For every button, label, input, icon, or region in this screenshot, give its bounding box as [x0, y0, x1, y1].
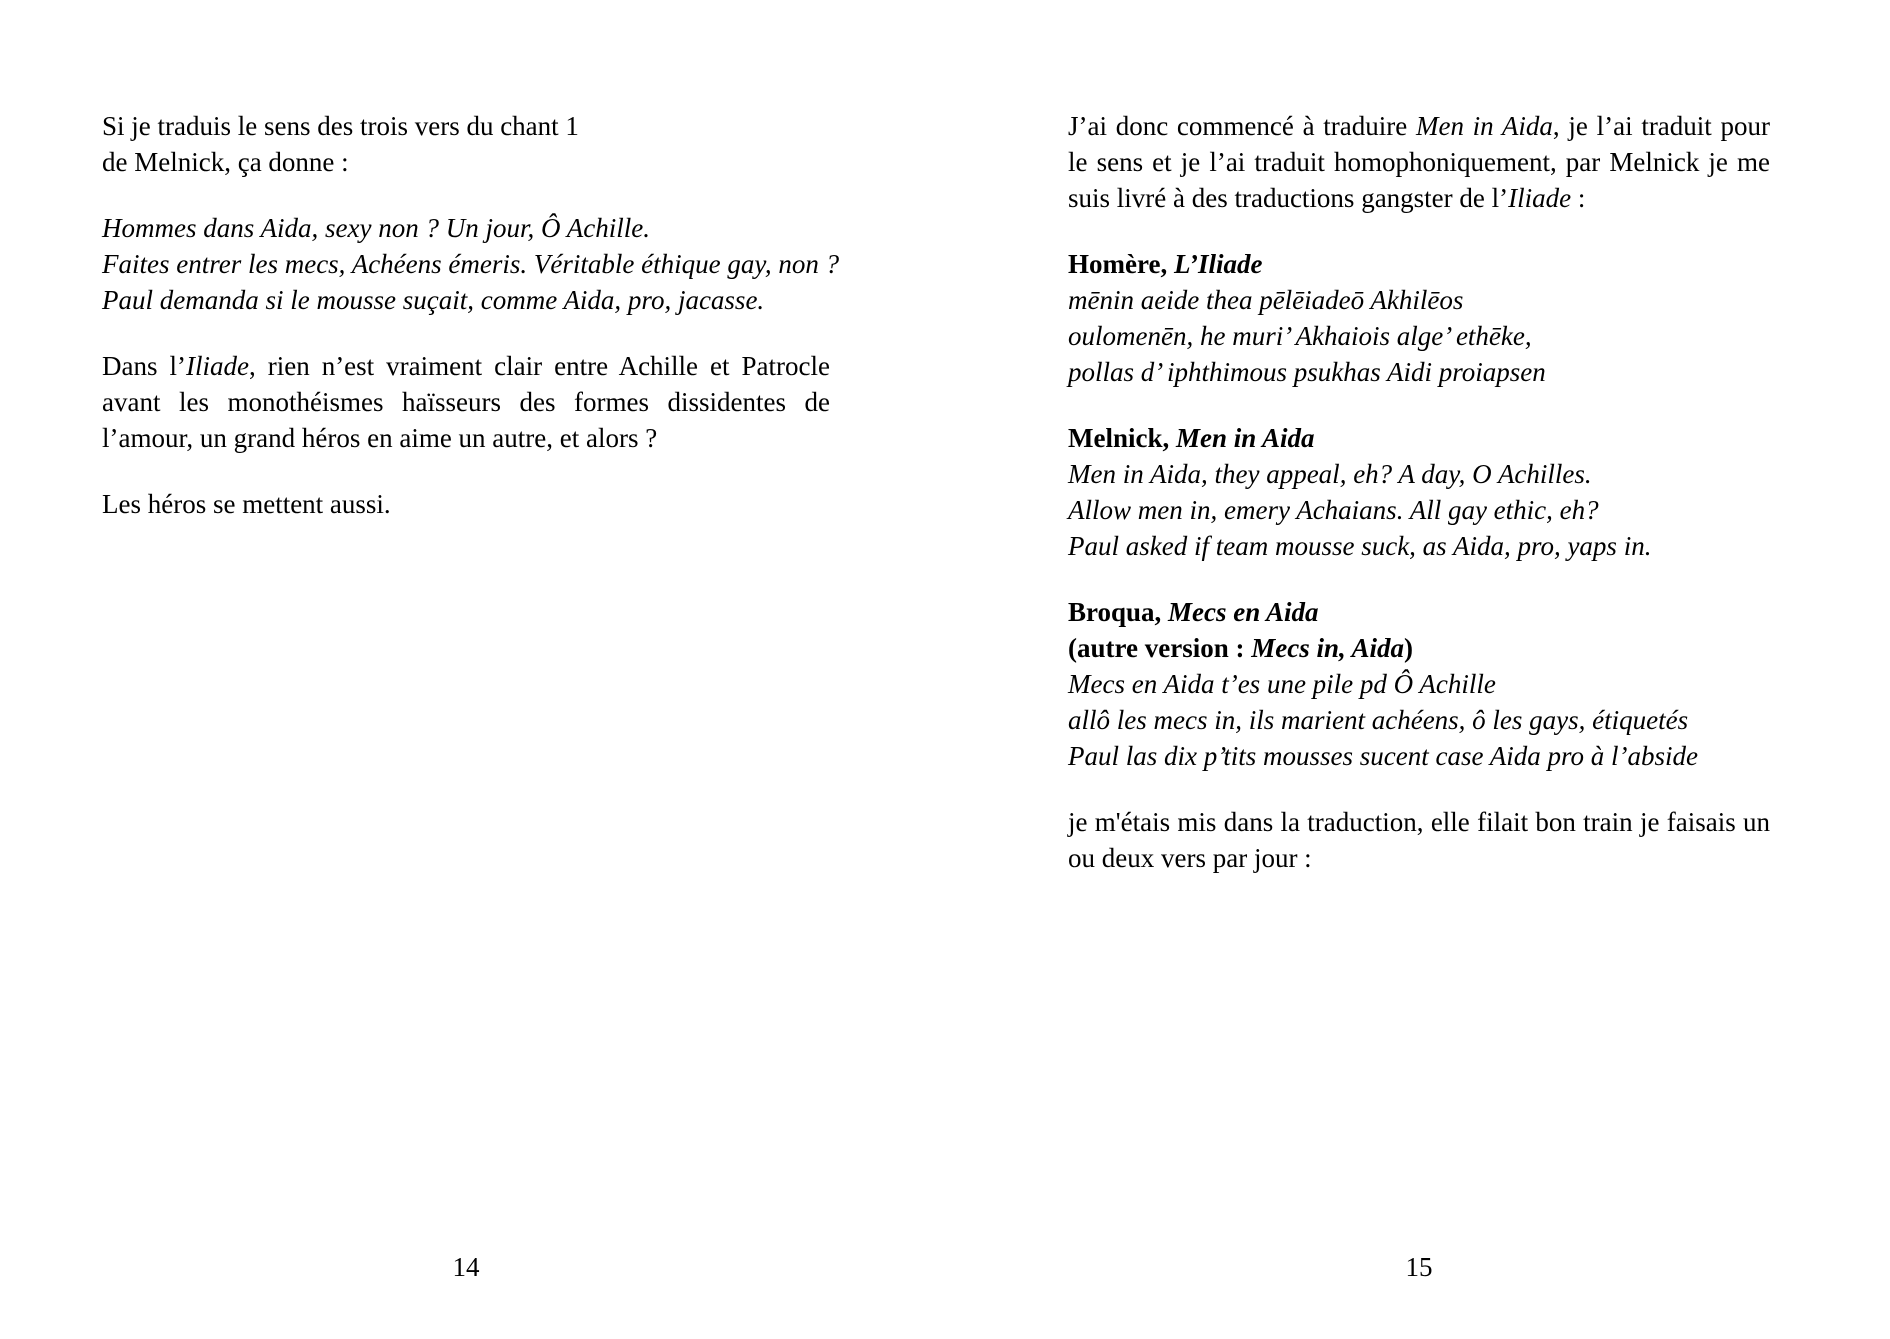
text-line — [102, 210, 830, 246]
text-line — [1068, 282, 1770, 318]
text-line — [1068, 666, 1770, 702]
text-segment: pollas d’ iphthimous psukhas Aidi proiapsen — [1068, 357, 1546, 387]
text-line — [1068, 420, 1770, 456]
text-segment: Si je traduis le sens des trois vers du chant 1 — [102, 111, 579, 141]
text-segment: ) — [1403, 633, 1413, 663]
text-segment: Les héros se mettent aussi. — [102, 489, 391, 519]
text-line — [1068, 246, 1770, 282]
text-segment: oulomenēn, he muri’ Akhaiois alge’ ethēke, — [1068, 321, 1532, 351]
page-left-text-column — [102, 108, 840, 522]
text-segment: Mecs en Aida — [1168, 597, 1319, 627]
text-line — [1068, 804, 1770, 840]
text-line — [1068, 456, 1770, 492]
page-left-number: 14 — [452, 1252, 480, 1282]
text-line — [1068, 318, 1770, 354]
text-segment: le sens et je l’ai traduit homophoniquement, par Melnick je me — [1068, 147, 1770, 177]
text-segment: Allow men in, emery Achaians. All gay ethic, eh? — [1068, 495, 1599, 525]
text-segment: mēnin aeide thea pēlēiadeō Akhilēos — [1068, 285, 1464, 315]
text-segment: L’Iliade — [1173, 249, 1263, 279]
text-segment: ou deux vers par jour : — [1068, 843, 1312, 873]
text-line — [1068, 702, 1770, 738]
text-segment: Faites entrer les mecs, Achéens émeris. Véritable éthique gay, non ? — [102, 249, 840, 279]
text-segment: J’ai donc commencé à traduire — [1068, 111, 1416, 141]
text-segment: Men in Aida — [1415, 111, 1553, 141]
text-segment: Mecs in, Aida — [1251, 633, 1404, 663]
page-right-number: 15 — [1405, 1252, 1433, 1282]
section-broqua — [1068, 594, 1770, 774]
section-melnick — [1068, 420, 1770, 564]
text-segment: allô les mecs in, ils marient achéens, ô les gays, étiquetés — [1068, 705, 1689, 735]
text-segment: de Melnick, ça donne : — [102, 147, 349, 177]
text-segment: , je l’ai traduit pour — [1552, 111, 1771, 141]
text-line — [102, 246, 840, 282]
text-segment: Iliade — [1508, 183, 1572, 213]
text-segment: Mecs en Aida t’es une pile pd Ô Achille — [1068, 669, 1496, 699]
text-line — [102, 384, 830, 420]
text-line — [1068, 354, 1770, 390]
text-line — [1068, 144, 1770, 180]
text-line — [102, 282, 830, 318]
para-intro — [102, 108, 830, 180]
text-line — [1068, 738, 1770, 774]
text-segment: suis livré à des traductions gangster de l’ — [1068, 183, 1509, 213]
text-segment: je m'étais mis dans la traduction, elle filait bon train je faisais un — [1068, 807, 1770, 837]
para-heros — [102, 486, 830, 522]
para-commence — [1068, 108, 1770, 216]
text-segment: Dans l’ — [102, 351, 186, 381]
text-segment: Melnick, — [1068, 423, 1176, 453]
page-right — [945, 0, 1890, 1339]
text-segment: Men in Aida, they appeal, eh? A day, O Achilles. — [1068, 459, 1592, 489]
para-iliade — [102, 348, 830, 456]
text-segment: Paul asked if team mousse suck, as Aida, pro, yaps in. — [1068, 531, 1652, 561]
text-segment: Iliade — [185, 351, 249, 381]
text-segment: Broqua, — [1068, 597, 1169, 627]
text-segment: Hommes dans Aida, sexy non ? Un jour, Ô Achille. — [102, 213, 650, 243]
text-line — [102, 348, 830, 384]
text-segment: (autre version : — [1068, 633, 1252, 663]
text-segment: Paul demanda si le mousse suçait, comme Aida, pro, jacasse. — [102, 285, 765, 315]
text-segment: l’amour, un grand héros en aime un autre, et alors ? — [102, 423, 658, 453]
text-line — [1068, 594, 1770, 630]
text-segment: avant les monothéismes haïsseurs des formes dissidentes de — [102, 387, 830, 417]
page-right-text-column — [1068, 108, 1770, 876]
text-line — [1068, 528, 1770, 564]
text-line — [1068, 180, 1770, 216]
text-line — [1068, 108, 1770, 144]
text-line — [102, 108, 830, 144]
text-line — [1068, 492, 1770, 528]
section-homere — [1068, 246, 1770, 390]
text-line — [102, 144, 830, 180]
text-segment: : — [1571, 183, 1586, 213]
text-line — [102, 420, 830, 456]
text-line — [1068, 840, 1770, 876]
text-segment: , rien n’est vraiment clair entre Achille et Patrocle — [248, 351, 830, 381]
text-segment: Paul las dix p’tits mousses sucent case Aida pro à l’abside — [1068, 741, 1698, 771]
text-segment: Homère, — [1068, 249, 1174, 279]
verse-french-translation — [102, 210, 840, 318]
text-segment: Men in Aida — [1176, 423, 1315, 453]
text-line — [102, 486, 830, 522]
text-line — [1068, 630, 1770, 666]
para-traduction — [1068, 804, 1770, 876]
